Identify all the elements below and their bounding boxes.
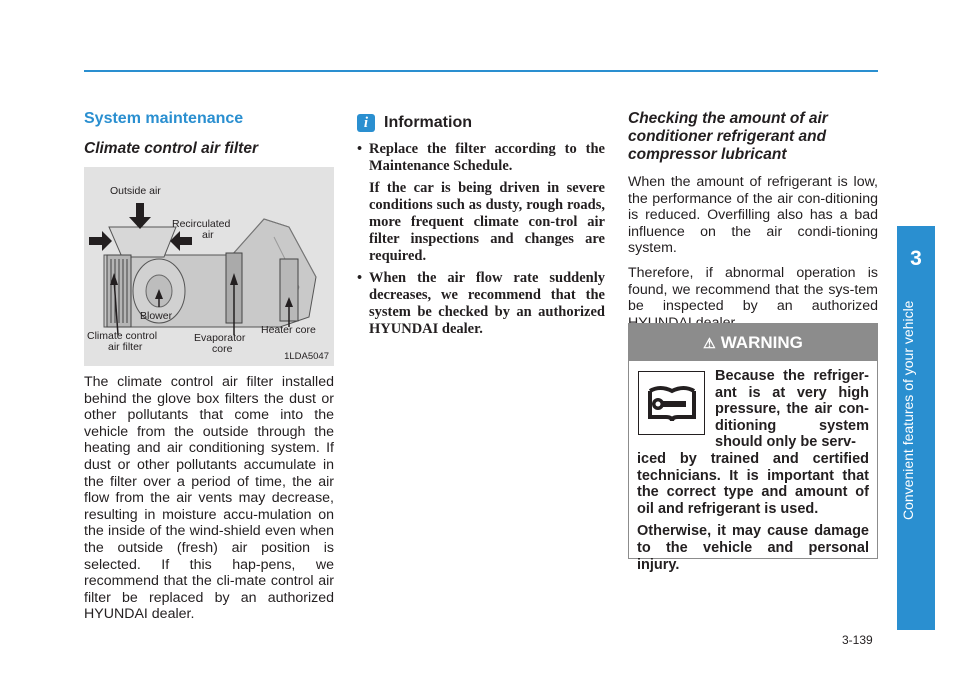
label-evaporator-line2: core — [212, 343, 233, 355]
warning-triangle-icon: ⚠ — [703, 335, 716, 351]
column-2 — [357, 114, 605, 343]
info-item-1-note: If the car is being driven in severe conditions such as dusty, rough roads, more frequent climate con-trol air filter inspections and changes are required. — [369, 180, 605, 264]
information-title: Information — [384, 114, 472, 131]
bullet-icon: • — [357, 141, 363, 157]
air-filter-paragraph: The climate control air filter installed behind the glove box filters the dust or other pollutants that come into the vehicle from the outside through the heating and air conditioning system. If dust or other pollutants accumulate in the filter over a period of time, the air flow from the air vents may decrease, resulting in moisture accu-mulation on the inside of the wind-shield even when the outside (fresh) air position is selected. If this hap-pens, we recommend that the cli-mate control air filter be replaced by an authorized HYUNDAI dealer. — [84, 374, 334, 623]
label-filter-line1: Climate control — [87, 330, 158, 342]
label-blower: Blower — [140, 310, 173, 322]
refrigerant-title: Checking the amount of air conditioner refrigerant and compressor lubricant — [628, 110, 828, 163]
warning-text — [637, 368, 869, 579]
refrigerant-paragraph-2: Therefore, if abnormal operation is found, we recommend that the sys-tem be inspected by an authorized — [628, 264, 878, 315]
bullet-icon: • — [357, 270, 363, 286]
list-item — [357, 270, 605, 338]
column-1 — [84, 110, 334, 623]
air-filter-diagram — [84, 167, 334, 366]
info-item-2-text: When the air flow rate suddenly decreases, we recommend that the system be checked by an authorized HYUNDAI dealer. — [369, 270, 605, 337]
refrigerant-paragraph-1: When the amount of refrigerant is low, the performance of the air con-ditioning is reduced. Overfilling also has a bad influence on the air condi-tioning system. — [628, 174, 878, 257]
top-rule — [84, 70, 878, 72]
information-list — [357, 141, 605, 338]
figure-code: 1LDA5047 — [284, 351, 329, 362]
label-outside-air: Outside air — [110, 185, 161, 197]
information-header — [357, 114, 605, 132]
information-icon: i — [357, 114, 375, 132]
warning-header — [629, 324, 877, 361]
chapter-tab — [897, 226, 935, 630]
chapter-title: Convenient features of your vehicle — [900, 300, 916, 520]
column-3 — [628, 110, 878, 339]
label-filter-line2: air filter — [108, 341, 143, 353]
info-item-1-text: Replace the filter according to the Maintenance Schedule. — [369, 141, 605, 174]
section-title: System maintenance — [84, 110, 244, 127]
label-recirculated-line1: Recirculated — [172, 218, 231, 230]
warning-box — [628, 323, 878, 573]
warning-label: WARNING — [720, 333, 803, 352]
chapter-number: 3 — [910, 247, 922, 270]
subsection-title: Climate control air filter — [84, 140, 258, 157]
warning-text-indented: Because the refriger-ant is at very high pressure, the air con-ditioning system should only be serv- — [715, 368, 869, 451]
warning-text-consequence: Otherwise, it may cause damage to the vehicle and personal injury. — [637, 523, 869, 573]
label-heater-core: Heater core — [261, 324, 316, 336]
warning-text-continued: iced by trained and certified technicians. It is important that the correct type and amount of oil and refrigerant is used. — [637, 450, 869, 517]
label-recirculated-line2: air — [202, 229, 214, 241]
list-item — [357, 141, 605, 265]
label-evaporator-line1: Evaporator — [194, 332, 246, 344]
page-number: 3-139 — [842, 633, 873, 647]
